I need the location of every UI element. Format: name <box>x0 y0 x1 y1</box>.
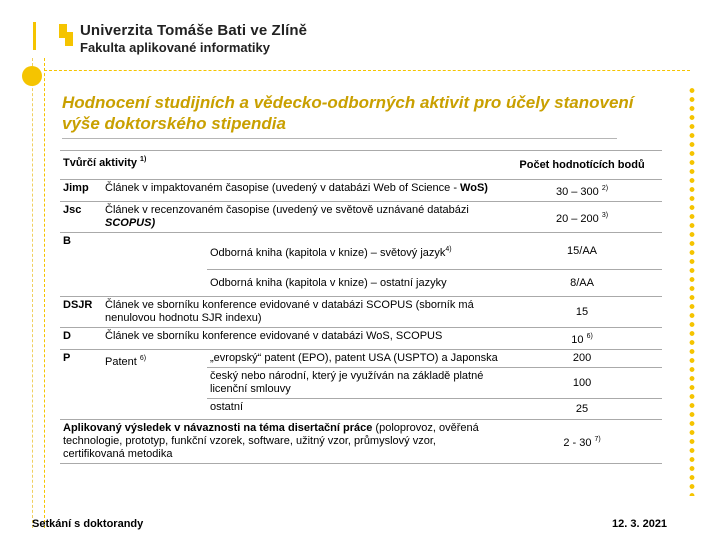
row-description: ostatní <box>207 399 502 420</box>
decorative-dot <box>22 66 42 86</box>
table-row <box>60 420 662 464</box>
table-row <box>60 180 662 202</box>
table-row <box>60 202 662 233</box>
row-description: Článek ve sborníku konference evidované v databázi SCOPUS (sborník má nenulovou hodnotu SJR indexu) <box>102 297 502 328</box>
table-header-row <box>60 151 662 180</box>
decorative-line <box>44 70 690 71</box>
slide-title: Hodnocení studijních a vědecko-odborných aktivit pro účely stanovení výše doktorského stipendia <box>62 93 634 133</box>
row-points: 30 – 300 $^{2)}$ <box>502 180 662 202</box>
row-code: B <box>60 233 102 297</box>
row-points: 100 <box>502 368 662 399</box>
row-points: 200 <box>502 350 662 368</box>
activities-table <box>60 150 662 464</box>
footer-event: Setkání s doktorandy <box>32 518 144 530</box>
row-code: P <box>60 350 102 420</box>
decorative-line <box>44 58 45 528</box>
university-logo-icon <box>59 24 73 46</box>
table-row <box>60 350 662 368</box>
row-points: 15/AA <box>502 233 662 270</box>
row-description: český nebo národní, který je využíván na základě platné licenční smlouvy <box>207 368 502 399</box>
row-code: D <box>60 328 102 350</box>
row-description: Odborná kniha (kapitola v knize) – světový jazyk$^{4)}$ <box>207 233 502 270</box>
header-points: Počet hodnotících bodů <box>502 151 662 180</box>
row-description: Odborná kniha (kapitola v knize) – ostatní jazyky <box>207 270 502 297</box>
row-code: Jimp <box>60 180 102 202</box>
table-row <box>60 297 662 328</box>
title-divider <box>62 138 617 139</box>
header-activities: Tvůrčí aktivity $^{1)}$ <box>60 151 502 180</box>
row-points: 2 - 30 $^{7)}$ <box>502 420 662 464</box>
row-description: Aplikovaný výsledek v návaznosti na téma disertační práce (poloprovoz, ověřená technologie, prototyp, funkční vzorek, software, užitný vzor, průmyslový vzor, certifikovaná metodika <box>60 420 502 464</box>
row-points: 15 <box>502 297 662 328</box>
table-row <box>60 328 662 350</box>
row-description: Článek v recenzovaném časopise (uvedený ve světově uznávané databázi SCOPUS) <box>102 202 502 233</box>
decorative-line <box>32 58 33 528</box>
university-name: Univerzita Tomáše Bati ve Zlíně <box>80 22 308 39</box>
row-points: 20 – 200 $^{3)}$ <box>502 202 662 233</box>
row-description: Článek v impaktovaném časopise (uvedený v databázi Web of Science - WoS) <box>102 180 502 202</box>
row-description: Článek ve sborníku konference evidované v databázi WoS, SCOPUS <box>102 328 502 350</box>
decorative-dots <box>688 86 696 496</box>
row-code: DSJR <box>60 297 102 328</box>
faculty-name: Fakulta aplikované informatiky <box>80 40 271 55</box>
row-points: 8/AA <box>502 270 662 297</box>
row-points: 25 <box>502 399 662 420</box>
logo-accent-bar <box>33 22 36 50</box>
row-points: 10 $^{6)}$ <box>502 328 662 350</box>
row-description: „evropský“ patent (EPO), patent USA (USPTO) a Japonska <box>207 350 502 368</box>
row-label: Patent $^{6)}$ <box>102 350 207 420</box>
row-code: Jsc <box>60 202 102 233</box>
footer-date: 12. 3. 2021 <box>612 518 668 530</box>
table-row <box>60 233 662 270</box>
